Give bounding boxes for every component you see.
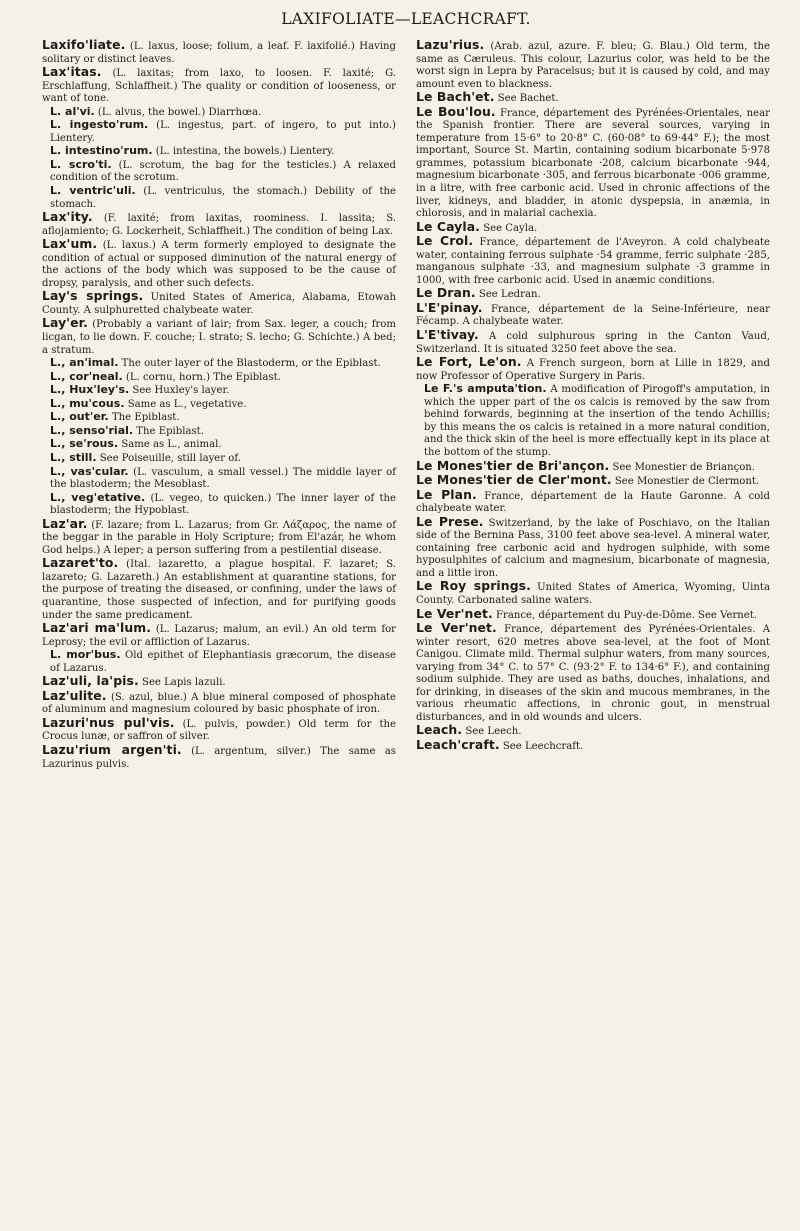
entry-headword: L. scro'ti. [50,157,112,171]
entry-headword: Le F.'s amputa'tion. [424,382,547,396]
entry-definition: (L. ventriculus, the stomach.) Debility of the stomach. [50,186,396,210]
dictionary-entry [42,357,396,371]
dictionary-entry [42,119,396,145]
entry-definition: France, département de la Haute Garonne. A cold chalybeate water. [416,490,770,515]
dictionary-entry [42,384,396,398]
entry-headword: L., cor'neal. [50,369,123,383]
entry-headword: Le Ver'net. [416,620,497,636]
entry-definition: See Monestier de Clermont. [614,476,760,488]
entry-headword: Laz'ari ma'lum. [42,620,152,636]
entry-definition: Switzerland, by the lake of Poschiavo, on the Italian side of the Bernina Pass, 3100 feet above sea-level. A mineral water, containing free carbonic acid and hydrogen sulphide, with some hyposulphites of calcium and magnesium, bicarbonate of magnesia, and a little iron. [416,517,770,579]
dictionary-entry [416,356,770,383]
entry-definition: (L. laxus.) A term formerly employed to designate the condition of actual or supposed diminution of the natural energy of the actions of the body which was supposed to be the cause of dropsy, paralysis, and other such defects. [42,240,396,289]
entry-definition: (Arab. azul, azure. F. bleu; G. Blau.) Old term, the same as Cæruleus. This colour, Lazurius color, was held to be the worst sign in Lepra by Paracelsus; but it is caused by cold, and may amount even to blackness. [416,41,770,90]
entry-headword: Le Roy springs. [416,578,531,594]
entry-definition: France, département du Puy-de-Dôme. See Vernet. [496,609,758,621]
entry-headword: L. al'vi. [50,104,95,118]
dictionary-entry [416,622,770,724]
entry-headword: Lax'ity. [42,209,93,225]
dictionary-entry [42,66,396,106]
dictionary-entry [42,452,396,466]
dictionary-entry [42,317,396,357]
entry-headword: Leach'craft. [416,736,500,752]
entry-definition: See Leech. [465,726,522,738]
dictionary-entry [42,398,396,412]
entry-headword: Laxifo'liate. [42,37,126,52]
entry-headword: Le Crol. [416,233,474,249]
dictionary-entry [42,39,396,66]
dictionary-entry [416,329,770,356]
entry-definition: France, département des Pyrénées-Orientales. A winter resort, 620 metres above sea-level, at the foot of Mont Canigou. Climate mild. Thermal sulphur waters, from many sources, varying from 34° C. to 57° C. (93·2° F. to 134·6° F.), and containing sodium sulphide. They are used as baths, douches, inhalations, and for drinking, in diseases of the skin and mucous membranes, in the various rheumatic affections, in chronic gout, in menstrual disturbances, and in old wounds and ulcers. [416,624,770,723]
entry-headword: Lazu'rium argen'ti. [42,741,182,757]
dictionary-entry [416,486,770,516]
entry-definition: (L. laxitas; from laxo, to loosen. F. laxité; G. Erschlaffung, Schlaffheit.) The quality or condition of looseness, or want of tone. [42,68,396,105]
dictionary-entry [42,411,396,425]
entry-headword: L'E'tivay. [416,327,479,343]
entry-headword: Lax'itas. [42,64,102,80]
entry-headword: Leach. [416,722,463,738]
entry-headword: L., vas'cular. [50,464,129,478]
dictionary-entry [42,714,396,744]
entry-headword: L. mor'bus. [50,648,121,662]
entry-headword: Le Mones'tier de Bri'ançon. [416,457,610,473]
dictionary-entry [416,235,770,287]
entry-headword: Laz'ar. [42,515,88,531]
entry-definition: (L. scrotum, the bag for the testicles.) A relaxed condition of the scrotum. [50,159,396,184]
dictionary-entry [416,299,770,329]
entry-headword: L., veg'etative. [50,490,146,504]
dictionary-entry [416,39,770,91]
entry-definition: See Cayla. [483,222,538,234]
entry-headword: L. intestino'rum. [50,144,153,158]
entry-definition: (L. pulvis, powder.) Old term for the Crocus lunæ, or saffron of silver. [42,718,396,743]
entry-headword: Lax'um. [42,236,98,252]
entry-definition: United States of America, Alabama, Etowah County. A sulphuretted chalybeate water. [42,292,396,316]
column-right [416,39,770,771]
entry-definition: The outer layer of the Blastoderm, or the Epiblast. [121,358,381,370]
entry-headword: Le Bou'lou. [416,103,496,119]
entry-headword: L., an'imal. [50,356,119,370]
entry-headword: Laz'ulite. [42,687,107,703]
entry-definition: A modification of Pirogoff's amputation, in which the upper part of the os calcis is removed by the saw from behind forwards, beginning at the insertion of the tendo Achillis; by this means the os calcis is retained in a more natural condition, and the thick skin of the heel is more effectually kept in its place at the bottom of the stump. [424,384,770,458]
dictionary-entry [42,622,396,649]
dictionary-entry [42,649,396,675]
dictionary-entry [42,687,396,717]
dictionary-entry [416,103,770,221]
dictionary-entry [416,736,770,754]
entry-definition: France, département des Pyrénées-Orientales, near the Spanish frontier. There are several sources, varying in temperature from 15·6° to 20·8° C. (60·08° to 69·44° F.); the most important, Source St. Martin, containing sodium bicarbonate 5·978 grammes, potassium bicarbonate ·208, calcium bicarbonate ·944, magnesium bicarbonate ·305, and ferrous bicarbonate ·006 gramme, in a litre, with free carbonic acid. Used in chronic affections of the liver, kidneys, and bladder, in atonic dyspepsia, in anæmia, in chlorosis, and in malarial cachexia. [416,107,770,220]
entry-headword: L., mu'cous. [50,396,125,410]
entry-definition: The Epiblast. [136,425,204,437]
dictionary-entry [42,159,396,185]
entry-definition: (Probably a variant of lair; from Sax. leger, a couch; from licgan, to lie down. F. couche; I. strato; S. lecho; G. Schichte.) A bed; a stratum. [42,319,396,356]
entry-definition: See Leechcraft. [502,740,584,752]
dictionary-entry [42,106,396,120]
entry-headword: Lazu'rius. [416,37,485,52]
entry-definition: A cold sulphurous spring in the Canton Vaud, Switzerland. It is situated 3250 feet above the sea. [416,331,770,355]
entry-definition: (L. alvus, the bowel.) Diarrhœa. [97,106,262,118]
entry-headword: Lay'er. [42,315,88,331]
entry-definition: Same as L., vegetative. [127,398,247,410]
entry-definition: (L. argentum, silver.) The same as Lazurinus pulvis. [42,745,396,770]
column-left [42,39,396,771]
dictionary-entry [42,492,396,518]
entry-headword: L. ingesto'rum. [50,118,149,132]
entry-headword: Le Plan. [416,486,477,502]
entry-definition: The Epiblast. [111,412,180,424]
entry-definition: See Monestier de Briançon. [612,461,756,473]
entry-headword: Le Fort, Le'on. [416,354,522,370]
entry-headword: Le Dran. [416,285,476,301]
entry-headword: Lay's springs. [42,288,144,304]
entry-definition: A French surgeon, born at Lille in 1829, and now Professor of Operative Surgery in Paris. [416,358,771,382]
entry-definition: (S. azul, blue.) A blue mineral composed of phosphate of aluminum and magnesium coloured by basic phosphate of iron. [42,691,396,716]
dictionary-entry [42,515,396,558]
columns [42,39,770,771]
entry-headword: Laz'uli, la'pis. [42,673,139,689]
dictionary-entry [42,211,396,238]
entry-definition: (F. lazare; from L. Lazarus; from Gr. Λάζαρος, the name of the beggar in the parable in Holy Scripture; from El'azár, he whom God helps.) A leper; a person suffering from a pestilential disease. [42,519,396,556]
entry-headword: Le Mones'tier de Cler'mont. [416,472,612,488]
entry-headword: Lazuri'nus pul'vis. [42,714,175,730]
entry-headword: Lazaret'to. [42,555,119,571]
entry-definition: (L. cornu, horn.) The Epiblast. [125,371,281,383]
dictionary-entry [416,513,770,581]
entry-definition: (L. laxus, loose; folium, a leaf. F. laxifolié.) Having solitary or distinct leaves. [42,41,396,65]
entry-headword: Le Bach'et. [416,89,495,105]
entry-definition: (L. vasculum, a small vessel.) The middle layer of the blastoderm; the Mesoblast. [50,466,396,491]
dictionary-entry [42,438,396,452]
entry-headword: L. ventric'uli. [50,184,136,198]
entry-headword: L., still. [50,450,97,464]
entry-definition: France, département de la Seine-Inférieure, near Fécamp. A chalybeate water. [416,303,770,328]
entry-headword: Le Ver'net. [416,605,493,621]
entry-definition: United States of America, Wyoming, Uinta County. Carbonated saline waters. [416,582,770,606]
entry-definition: See Huxley's layer. [132,385,230,397]
entry-headword: L'E'pinay. [416,299,483,315]
dictionary-entry [416,580,770,607]
dictionary-entry [42,145,396,159]
dictionary-entry [42,425,396,439]
entry-headword: Le Cayla. [416,218,480,234]
entry-headword: L., se'rous. [50,437,119,451]
dictionary-entry [42,466,396,492]
dictionary-entry [42,371,396,385]
entry-headword: L., senso'rial. [50,423,134,437]
entry-definition: (L. intestina, the bowels.) Lientery. [155,146,335,158]
entry-definition: (L. ingestus, part. of ingero, to put into.) Lientery. [50,120,396,144]
dictionary-entry [42,290,396,317]
dictionary-entry [416,383,770,459]
dictionary-entry [42,557,396,622]
entry-headword: L., out'er. [50,410,109,424]
entry-definition: See Ledran. [478,289,541,301]
entry-definition: Same as L., animal. [121,439,222,451]
entry-definition: France, département de l'Aveyron. A cold chalybeate water, containing ferrous sulphate ·54 gramme, ferric sulphate ·285, manganous sulphate ·33, and magnesium sulphate ·3 gramme in 1000, with free carbonic acid. Used in anæmic conditions. [416,237,770,286]
running-head: LAXIFOLIATE—LEACHCRAFT. [281,10,531,28]
entry-definition: See Bachet. [497,93,559,105]
entry-headword: L., Hux'ley's. [50,383,130,397]
entry-definition: (L. Lazarus; malum, an evil.) An old term for Leprosy; the evil or affliction of Lazarus. [42,624,396,648]
entry-definition: (L. vegeo, to quicken.) The inner layer of the blastoderm; the Hypoblast. [50,492,397,517]
entry-definition: (F. laxité; from laxitas, roominess. I. lassita; S. aflojamiento; G. Lockerheit, Schlaffheit.) The condition of being Lax. [42,213,396,237]
dictionary-entry [42,741,396,771]
entry-definition: Old epithet of Elephantiasis græcorum, the disease of Lazarus. [50,650,396,674]
entry-definition: See Lapis lazuli. [142,677,226,689]
entry-definition: See Poiseuille, still layer of. [99,452,241,464]
entry-definition: (Ital. lazaretto, a plague hospital. F. lazaret; S. lazareto; G. Lazareth.) An establishment at quarantine stations, for the purpose of treating the diseased, or confining, under the laws of quarantine, those suspected of infection, and for purifying goods under the same predicament. [42,559,396,621]
dictionary-entry [42,185,396,211]
dictionary-entry [42,238,396,290]
entry-headword: Le Prese. [416,513,484,529]
